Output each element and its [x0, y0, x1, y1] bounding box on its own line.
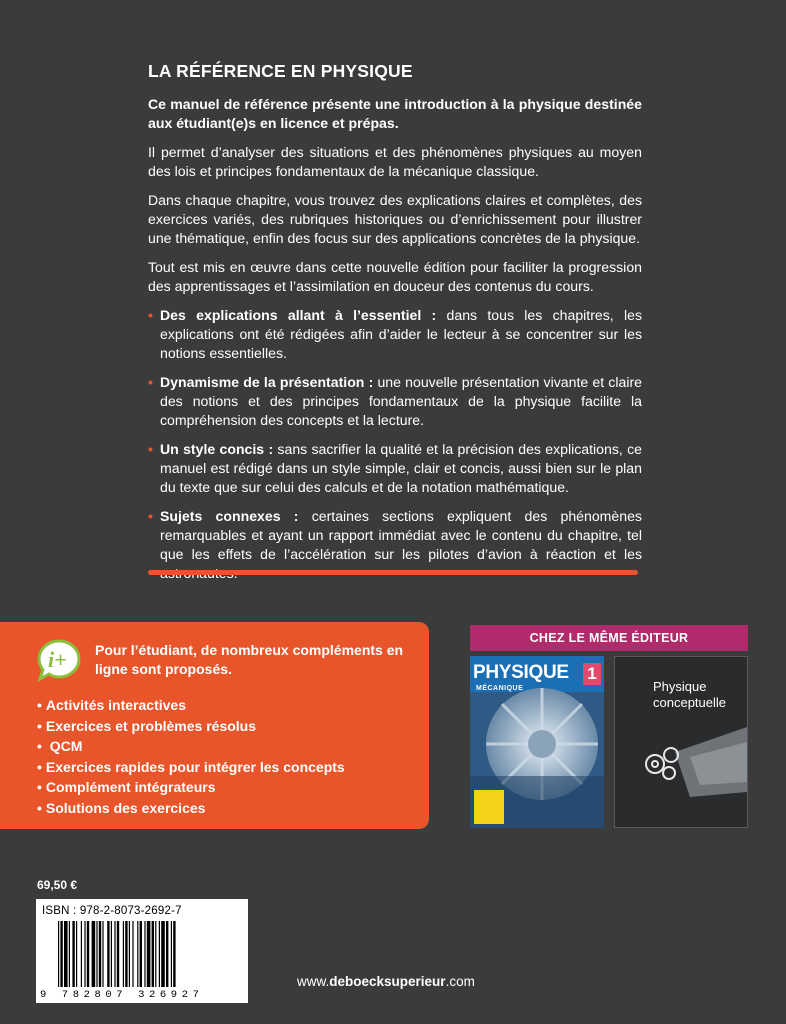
info-plus-icon: [37, 638, 85, 682]
list-item: • Exercices rapides pour intégrer les concepts: [37, 758, 345, 775]
list-item: • Solutions des exercices: [37, 799, 206, 816]
bullet-dot-icon: •: [148, 374, 153, 390]
svg-text:i+: i+: [48, 647, 67, 672]
feature-bullet: • Dynamisme de la présentation : une nouvelle présentation vivante et claire des notions et des principes fondamentaux de la physique facilite la compréhension des concepts et la lecture.: [148, 374, 642, 428]
list-item: • QCM: [37, 738, 83, 755]
section-heading: LA RÉFÉRENCE EN PHYSIQUE: [148, 61, 413, 81]
back-cover-text: [148, 62, 642, 593]
paragraph-1: Il permet d’analyser des situations et des phénomènes physiques au moyen des lois et principes fondamentaux de la mécanique classique.: [148, 144, 642, 179]
book-title: PHYSIQUE: [473, 662, 569, 683]
isbn-barcode: [36, 899, 248, 1003]
paragraph-2: Dans chaque chapitre, vous trouvez des explications claires et complètes, des exercices variés, des rubriques historiques ou d’enrichissement pour illustrer une thématique, enfin des focus sur des applications concrètes de la physique.: [148, 192, 642, 246]
barcode-digits: 9 782807 326927: [40, 989, 204, 1001]
book-title: Physique conceptuelle: [653, 679, 726, 710]
list-item: • Complément intégrateurs: [37, 779, 216, 796]
bullet-dot-icon: •: [148, 508, 153, 524]
list-item: • Exercices et problèmes résolus: [37, 717, 257, 734]
feature-bullet: • Sujets connexes : certaines sections expliquent des phénomènes remarquables et ayant un rapport immédiat avec le contenu du chapitre, tel que les effets de l’accélération sur les pilotes d’avion à réaction et les: [148, 508, 642, 562]
bullet-dot-icon: •: [148, 441, 153, 457]
intro-paragraph: Ce manuel de référence présente une introduction à la physique destinée aux étudiant(e)s en licence et prépas.: [148, 96, 642, 131]
promo-intro: Pour l’étudiant, de nombreux compléments en ligne sont proposés.: [95, 642, 404, 677]
list-item: • Activités interactives: [37, 697, 186, 713]
barcode-icon: [36, 899, 248, 1003]
volume-number: 1: [583, 663, 601, 685]
price-label: 69,50 €: [37, 878, 78, 892]
book-cover-physique-1: [470, 656, 604, 828]
bullet-dot-icon: •: [148, 307, 153, 323]
publisher-website: www.deboecksuperieur.com: [297, 974, 475, 989]
book-cover-physique-conceptuelle: [614, 656, 748, 828]
feature-bullet: • Un style concis : sans sacrifier la qualité et la précision des explications, ce manuel est rédigé dans un style simple, clair et concis, aussi bien sur le plan du texte que sur celui des calculs et de la notation mathématique.: [148, 441, 642, 495]
isbn-label: ISBN : 978-2-8073-2692-7: [42, 905, 182, 917]
same-publisher-banner: CHEZ LE MÊME ÉDITEUR: [470, 625, 748, 651]
feature-bullet: • Des explications allant à l’essentiel : dans tous les chapitres, les explications ont été rédigées afin d’aider le lecteur à se concentrer sur les notions essentielles.: [148, 307, 642, 361]
paragraph-3: Tout est mis en œuvre dans cette nouvelle édition pour faciliter la progression des apprentissages et l’assimilation en douceur des contenus du cours.: [148, 259, 642, 294]
resources-list: [37, 695, 345, 819]
book-subtitle: MÉCANIQUE: [476, 685, 524, 692]
orange-divider: [148, 570, 638, 575]
